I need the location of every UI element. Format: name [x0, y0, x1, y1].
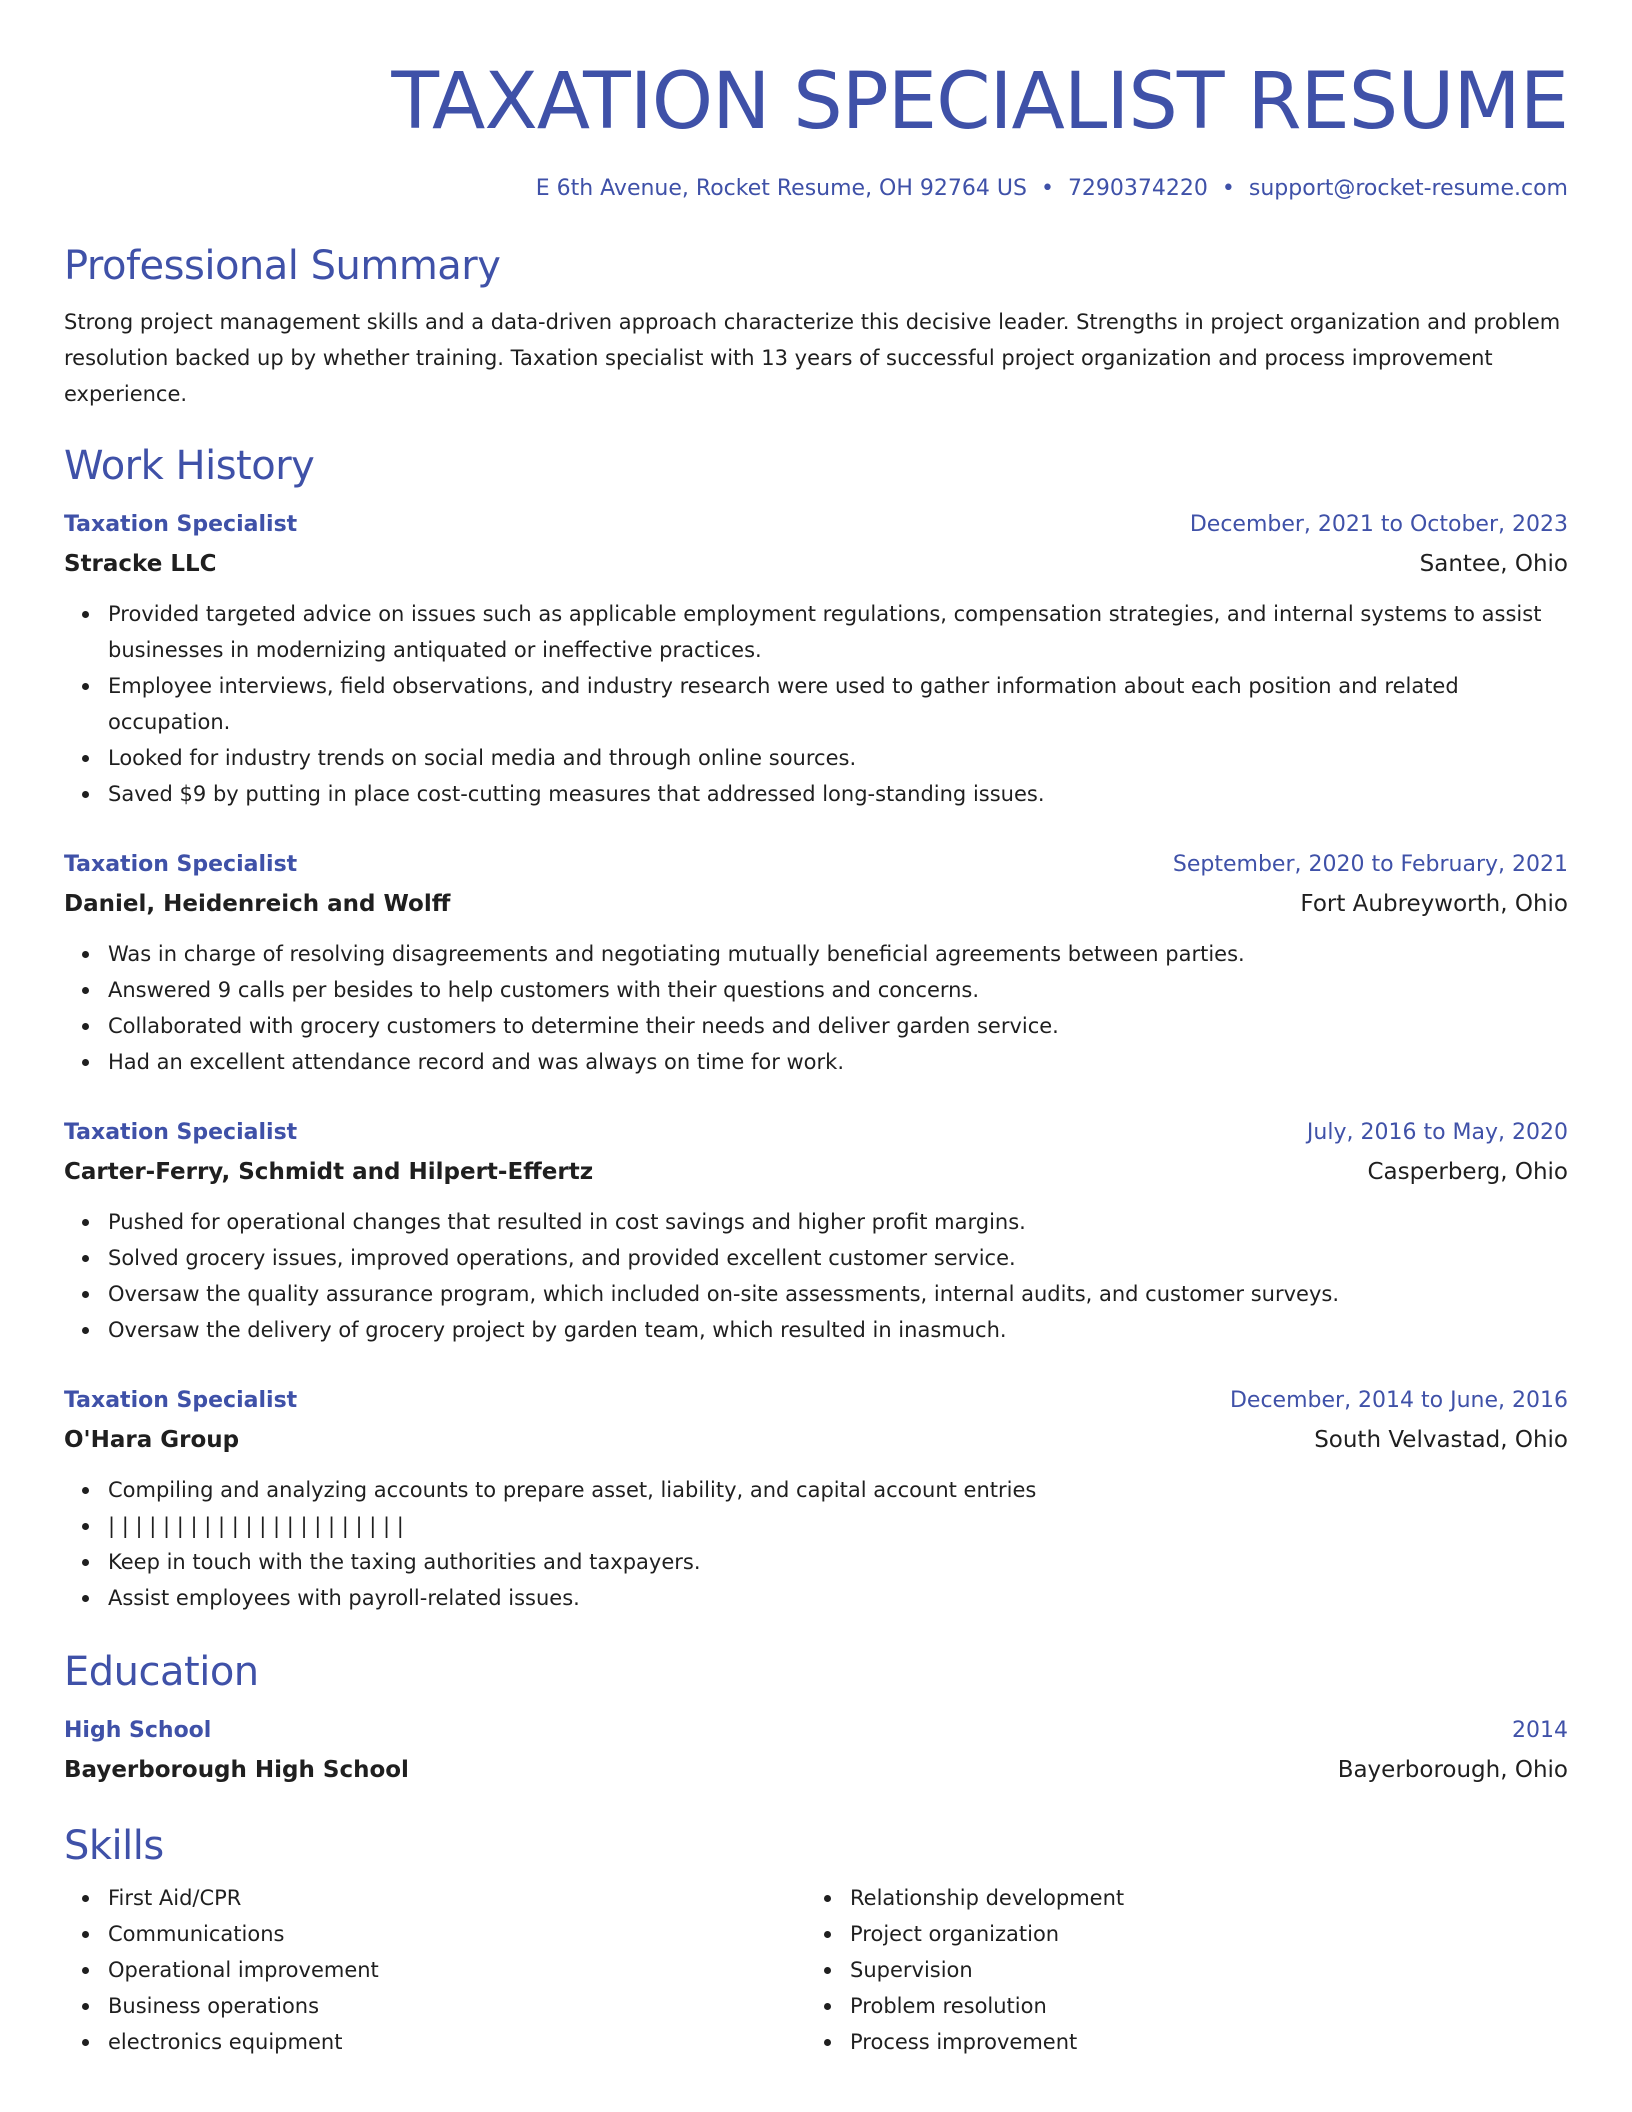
- job-role: Taxation Specialist: [64, 1388, 298, 1413]
- job-location: South Velvastad, Ohio: [1314, 1427, 1568, 1453]
- section-heading-summary: Professional Summary: [64, 243, 501, 289]
- job-title-row: [64, 1114, 1568, 1152]
- work-history-section: [64, 440, 1568, 1616]
- skills-grid: [64, 1880, 1568, 2060]
- summary-text: Strong project management skills and a data-driven approach characterize this decisive leader. Strengths in project organization and problem resolution backed up by whether training. Taxation specialist with 13 years of successful project organization and process improvement experience.: [64, 310, 1561, 406]
- job-entry: [64, 846, 1568, 1080]
- list-item: Oversaw the delivery of grocery project by garden team, which resulted in inasmuch.: [108, 1312, 1568, 1348]
- job-company: Carter-Ferry, Schmidt and Hilpert-Effertz: [64, 1159, 594, 1185]
- education-title-row: [64, 1712, 1568, 1750]
- job-company-row: [64, 884, 1568, 924]
- skills-column-left: [64, 1880, 806, 2060]
- contact-line: [64, 174, 1568, 204]
- list-item: Collaborated with grocery customers to determine their needs and deliver garden service.: [108, 1008, 1568, 1044]
- list-item: Had an excellent attendance record and was always on time for work.: [108, 1044, 1568, 1080]
- education-entry: [64, 1712, 1568, 1790]
- education-school: Bayerborough High School: [64, 1757, 409, 1783]
- job-title-row: [64, 846, 1568, 884]
- job-bullets: [64, 936, 1568, 1080]
- contact-phone: 7290374220: [1067, 176, 1208, 201]
- job-title-row: [64, 506, 1568, 544]
- job-company-row: [64, 1420, 1568, 1460]
- list-item: Oversaw the quality assurance program, which included on-site assessments, internal audits, and customer surveys.: [108, 1276, 1568, 1312]
- education-degree: High School: [64, 1718, 212, 1743]
- section-heading-skills: Skills: [64, 1823, 164, 1869]
- skill-item: Project organization: [850, 1916, 1548, 1952]
- resume-header: [64, 0, 1568, 204]
- education-year: 2014: [1512, 1718, 1568, 1743]
- contact-separator: •: [1040, 176, 1054, 201]
- page-title: TAXATION SPECIALIST RESUME: [391, 57, 1568, 147]
- skill-item: Problem resolution: [850, 1988, 1548, 2024]
- job-entry: [64, 506, 1568, 812]
- job-role: Taxation Specialist: [64, 1120, 298, 1145]
- list-item: Looked for industry trends on social media and through online sources.: [108, 740, 1568, 776]
- skill-item: Business operations: [108, 1988, 806, 2024]
- list-item: Employee interviews, field observations, and industry research were used to gather information about each position and related occupation.: [108, 668, 1568, 740]
- skill-item: Process improvement: [850, 2024, 1548, 2060]
- job-dates: December, 2021 to October, 2023: [1189, 512, 1568, 537]
- job-bullets: [64, 1472, 1568, 1616]
- section-heading-work: Work History: [64, 443, 315, 489]
- skills-column-right: [806, 1880, 1548, 2060]
- job-company-row: [64, 544, 1568, 584]
- job-dates: September, 2020 to February, 2021: [1172, 852, 1568, 877]
- skills-section: [64, 1820, 1568, 2060]
- skill-item: Supervision: [850, 1952, 1548, 1988]
- skill-item: Communications: [108, 1916, 806, 1952]
- list-item: Saved $9 by putting in place cost-cutting measures that addressed long-standing issues.: [108, 776, 1568, 812]
- section-heading-education: Education: [64, 1649, 259, 1695]
- job-role: Taxation Specialist: [64, 512, 298, 537]
- job-entry: [64, 1382, 1568, 1616]
- job-company: Daniel, Heidenreich and Wolff: [64, 891, 451, 917]
- job-company-row: [64, 1152, 1568, 1192]
- contact-separator: •: [1221, 176, 1235, 201]
- skill-item: electronics equipment: [108, 2024, 806, 2060]
- education-section: [64, 1646, 1568, 1790]
- job-entry: [64, 1114, 1568, 1348]
- job-title-row: [64, 1382, 1568, 1420]
- list-item: Answered 9 calls per besides to help customers with their questions and concerns.: [108, 972, 1568, 1008]
- job-location: Fort Aubreyworth, Ohio: [1300, 891, 1568, 917]
- list-item: Keep in touch with the taxing authorities and taxpayers.: [108, 1544, 1568, 1580]
- contact-address: E 6th Avenue, Rocket Resume, OH 92764 US: [535, 176, 1027, 201]
- education-location: Bayerborough, Ohio: [1337, 1757, 1568, 1783]
- education-school-row: [64, 1750, 1568, 1790]
- skill-item: Relationship development: [850, 1880, 1548, 1916]
- skill-item: First Aid/CPR: [108, 1880, 806, 1916]
- list-item: Pushed for operational changes that resulted in cost savings and higher profit margins.: [108, 1204, 1568, 1240]
- job-role: Taxation Specialist: [64, 852, 298, 877]
- job-bullets: [64, 1204, 1568, 1348]
- job-location: Casperberg, Ohio: [1367, 1159, 1568, 1185]
- summary-section: [64, 240, 1568, 412]
- list-item: Assist employees with payroll-related issues.: [108, 1580, 1568, 1616]
- job-company: O'Hara Group: [64, 1427, 240, 1453]
- list-item: Was in charge of resolving disagreements and negotiating mutually beneficial agreements between parties.: [108, 936, 1568, 972]
- contact-email[interactable]: support@rocket-resume.com: [1248, 176, 1568, 201]
- job-location: Santee, Ohio: [1419, 551, 1568, 577]
- skill-item: Operational improvement: [108, 1952, 806, 1988]
- job-bullets: [64, 596, 1568, 812]
- list-item: | | | | | | | | | | | | | | | | | | | | | |: [108, 1508, 1568, 1544]
- list-item: Provided targeted advice on issues such as applicable employment regulations, compensation strategies, and internal systems to assist businesses in modernizing antiquated or ineffective practices.: [108, 596, 1568, 668]
- job-dates: July, 2016 to May, 2020: [1306, 1120, 1568, 1145]
- job-company: Stracke LLC: [64, 551, 217, 577]
- list-item: Compiling and analyzing accounts to prepare asset, liability, and capital account entries: [108, 1472, 1568, 1508]
- list-item: Solved grocery issues, improved operations, and provided excellent customer service.: [108, 1240, 1568, 1276]
- job-dates: December, 2014 to June, 2016: [1229, 1388, 1568, 1413]
